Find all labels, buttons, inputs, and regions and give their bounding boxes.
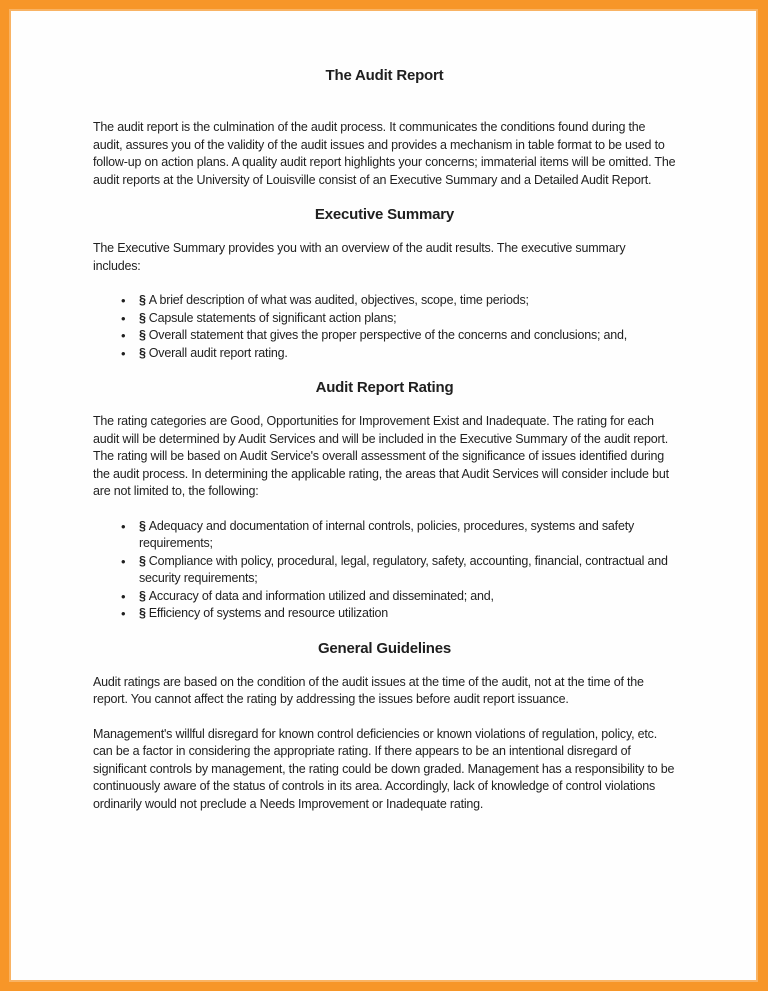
- section-symbol: §: [139, 588, 146, 603]
- list-item-text: Overall audit report rating.: [148, 345, 288, 360]
- section-symbol: §: [139, 345, 146, 360]
- rating-lead: The rating categories are Good, Opportunities for Improvement Exist and Inadequate. The rating for each audit will be determined by Audit Services and will be included in the Executive Summary of the audit report. The rating will be based on Audit Service's overall assessment of the significance of issues identified during the audit process. In determining the applicable rating, the areas that Audit Services will consider include but are not limited to, the following:: [93, 414, 669, 498]
- executive-summary-lead: The Executive Summary provides you with an overview of the audit results. The executive summary includes:: [93, 241, 626, 273]
- list-item: [139, 292, 676, 310]
- section-symbol: §: [139, 606, 146, 620]
- section-symbol: §: [139, 310, 146, 325]
- section-heading-executive-summary: Executive Summary: [314, 206, 455, 223]
- section-heading-audit-report-rating: Audit Report Rating: [315, 379, 454, 396]
- guidelines-paragraph-1: Audit ratings are based on the condition of the audit issues at the time of the audit, not at the time of the report. You cannot affect the rating by addressing the issues before audit report issuance.: [93, 674, 644, 706]
- list-item: [139, 588, 676, 606]
- list-item: [139, 518, 676, 553]
- section-symbol: §: [139, 553, 146, 568]
- section-symbol: §: [139, 518, 146, 533]
- document-title: The Audit Report: [325, 67, 444, 84]
- list-item-text: Capsule statements of significant action plans;: [148, 310, 397, 325]
- list-item: [139, 553, 676, 588]
- section-symbol: §: [139, 328, 146, 342]
- intro-paragraph: The audit report is the culmination of the audit process. It communicates the conditions found during the audit, assures you of the validity of the audit issues and provides a mechanism in table format to be used to follow-up on action plans. A quality audit report highlights your concerns; immaterial items will be omitted. The audit reports at the University of Louisville consist of an Executive Summary and a Detailed Audit Report.: [93, 120, 676, 187]
- list-item-text: Adequacy and documentation of internal controls, policies, procedures, systems and safety requirements;: [139, 518, 635, 550]
- list-item-text: A brief description of what was audited, objectives, scope, time periods;: [148, 293, 529, 307]
- guidelines-paragraph-2: Management's willful disregard for known control deficiencies or known violations of regulation, policy, etc. can be a factor in considering the appropriate rating. If there appears to be an intentional disregard of significant controls by management, the rating could be down graded. Management has a responsibility to be continuously aware of the status of controls in its area. Accordingly, lack of knowledge of control violations ordinarily would not preclude a Needs Improvement or Inadequate rating.: [93, 726, 675, 811]
- list-item-text: Overall statement that gives the proper perspective of the concerns and conclusions; and,: [148, 328, 628, 342]
- list-item: [139, 345, 676, 363]
- list-item: [139, 310, 676, 328]
- list-item-text: Compliance with policy, procedural, legal, regulatory, safety, accounting, financial, contractual and security requirements;: [139, 553, 668, 585]
- list-item-text: Accuracy of data and information utilized and disseminated; and,: [148, 588, 494, 603]
- document-page: [11, 11, 756, 980]
- list-item-text: Efficiency of systems and resource utilization: [148, 606, 389, 620]
- list-item: [139, 605, 676, 623]
- rating-list: [93, 518, 676, 623]
- section-heading-general-guidelines: General Guidelines: [317, 639, 452, 657]
- section-symbol: §: [139, 293, 146, 307]
- list-item: [139, 327, 676, 345]
- executive-summary-list: [93, 292, 676, 362]
